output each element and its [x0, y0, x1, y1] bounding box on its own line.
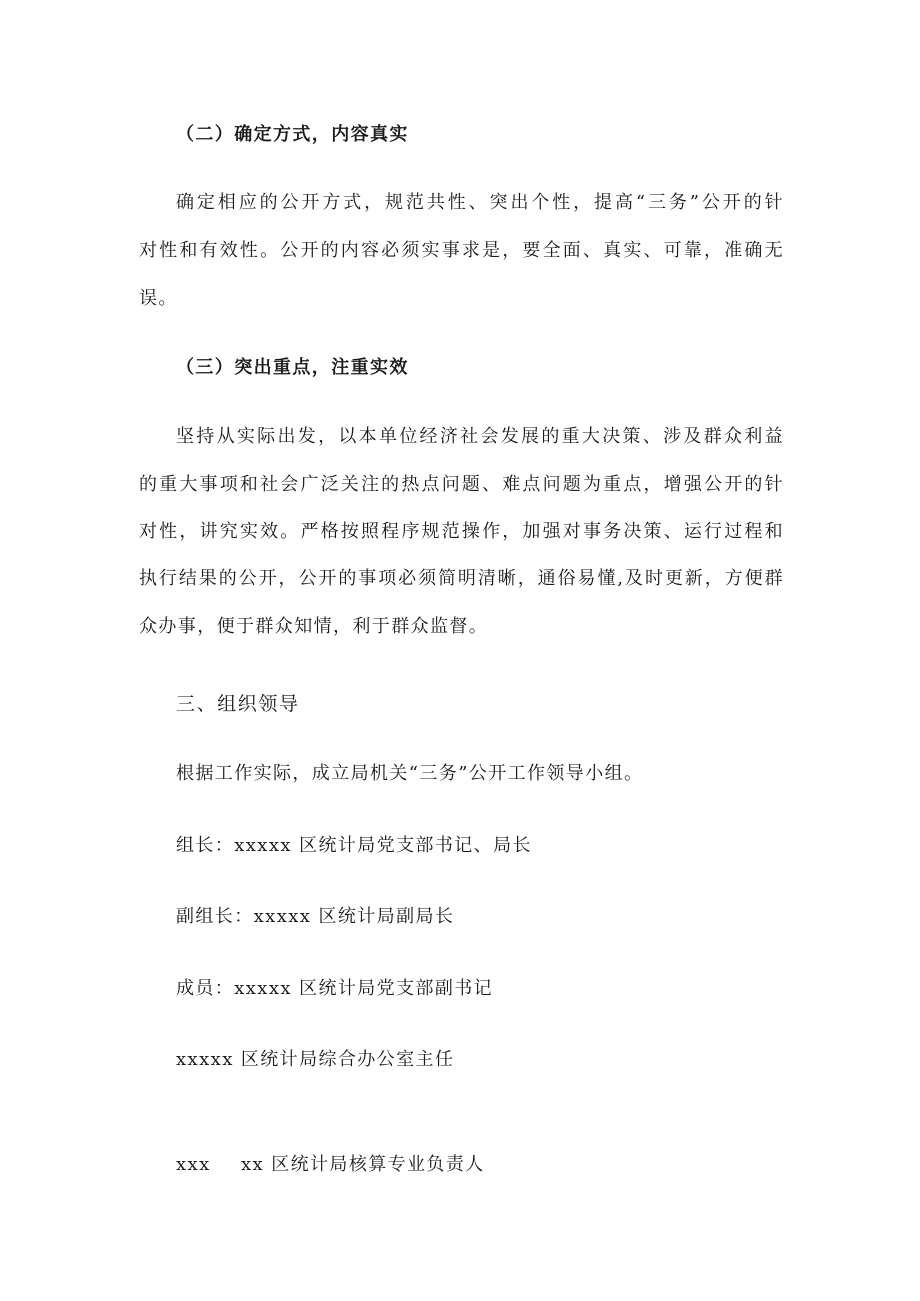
paragraph-line: 众办事，便于群众知情，利于群众监督。 [139, 616, 489, 637]
deputy-leader-entry: 副组长：xxxxx 区统计局副局长 [176, 906, 455, 927]
section-heading-methods: （二）确定方式，内容真实 [176, 124, 409, 145]
paragraph-line: 执行结果的公开，公开的事项必须简明清晰，通俗易懂,及时更新，方便群 [139, 568, 784, 589]
member-entry: 成员：xxxxx 区统计局党支部副书记 [176, 978, 494, 999]
paragraph-line: 坚持从实际出发，以本单位经济社会发展的重大决策、涉及群众利益 [176, 426, 784, 447]
member-name: xxx [176, 1154, 211, 1175]
organization-intro: 根据工作实际，成立局机关“三务”公开工作领导小组。 [176, 763, 644, 784]
section-heading-focus: （三）突出重点，注重实效 [176, 357, 409, 378]
paragraph-line: 误。 [139, 288, 178, 309]
member-title: xx 区统计局核算专业负责人 [241, 1154, 485, 1175]
paragraph-line: 对性和有效性。公开的内容必须实事求是，要全面、真实、可靠，准确无 [139, 240, 784, 261]
paragraph-line: 的重大事项和社会广泛关注的热点问题、难点问题为重点，增强公开的针 [139, 474, 784, 495]
paragraph-line: 对性，讲究实效。严格按照程序规范操作，加强对事务决策、运行过程和 [139, 521, 784, 542]
leader-entry: 组长：xxxxx 区统计局党支部书记、局长 [176, 835, 532, 856]
member-entry: xxxxx 区统计局综合办公室主任 [176, 1049, 455, 1070]
section-heading-organization: 三、组织领导 [176, 693, 300, 715]
paragraph-line: 确定相应的公开方式，规范共性、突出个性，提高“三务”公开的针 [176, 192, 784, 213]
